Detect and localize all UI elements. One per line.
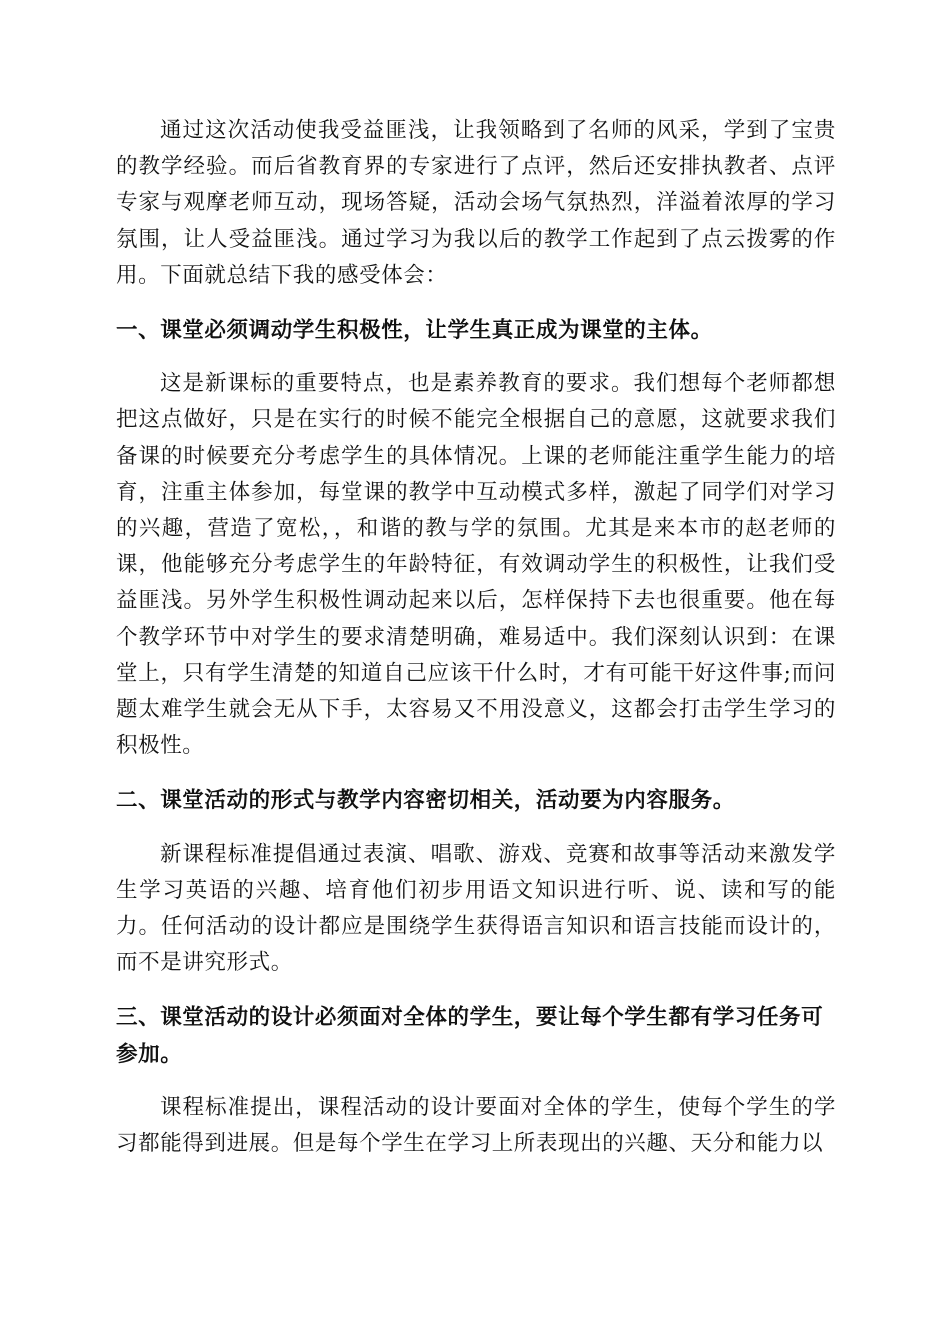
section-1-body: 这是新课标的重要特点，也是素养教育的要求。我们想每个老师都想把这点做好，只是在实行的时候不能完全根据自己的意愿，这就要求我们备课的时候要充分考虑学生的具体情况。上课的老师能注重学生能力的培育，注重主体参加，每堂课的教学中互动模式多样，激起了同学们对学习的兴趣，营造了宽松，，和谐的教与学的氛围。尤其是来本市的赵老师的课，他能够充分考虑学生的年龄特征，有效调动学生的积极性，让我们受益匪浅。另外学生积极性调动起来以后，怎样保持下去也很重要。他在每个教学环节中对学生的要求清楚明确，难易适中。我们深刻认识到：在课堂上，只有学生清楚的知道自己应该干什么时，才有可能干好这件事;而问题太难学生就会无从下手，太容易又不用没意义，这都会打击学生学习的积极性。: [116, 371, 836, 759]
section-2-body: 新课程标准提倡通过表演、唱歌、游戏、竞赛和故事等活动来激发学生学习英语的兴趣、培育他们初步用语文知识进行听、说、读和写的能力。任何活动的设计都应是围绕学生获得语言知识和语言技能而设计的，而不是讲究形式。: [116, 841, 836, 976]
document-page: [116, 113, 836, 1162]
section-1-heading: 一、课堂必须调动学生积极性，让学生真正成为课堂的主体。: [116, 318, 713, 344]
section-3-body: 课程标准提出，课程活动的设计要面对全体的学生，使每个学生的学习都能得到进展。但是每个学生在学习上所表现出的兴趣、天分和能力以: [116, 1094, 836, 1157]
section-2-heading: 二、课堂活动的形式与教学内容密切相关，活动要为内容服务。: [116, 788, 735, 814]
intro-paragraph: 通过这次活动使我受益匪浅，让我领略到了名师的风采，学到了宝贵的教学经验。而后省教育界的专家进行了点评，然后还安排执教者、点评专家与观摩老师互动，现场答疑，活动会场气氛热烈，洋溢着浓厚的学习氛围，让人受益匪浅。通过学习为我以后的教学工作起到了点云拨雾的作用。下面就总结下我的感受体会：: [116, 118, 836, 288]
section-3-heading: 三、课堂活动的设计必须面对全体的学生，要让每个学生都有学习任务可参加。: [116, 1005, 824, 1067]
